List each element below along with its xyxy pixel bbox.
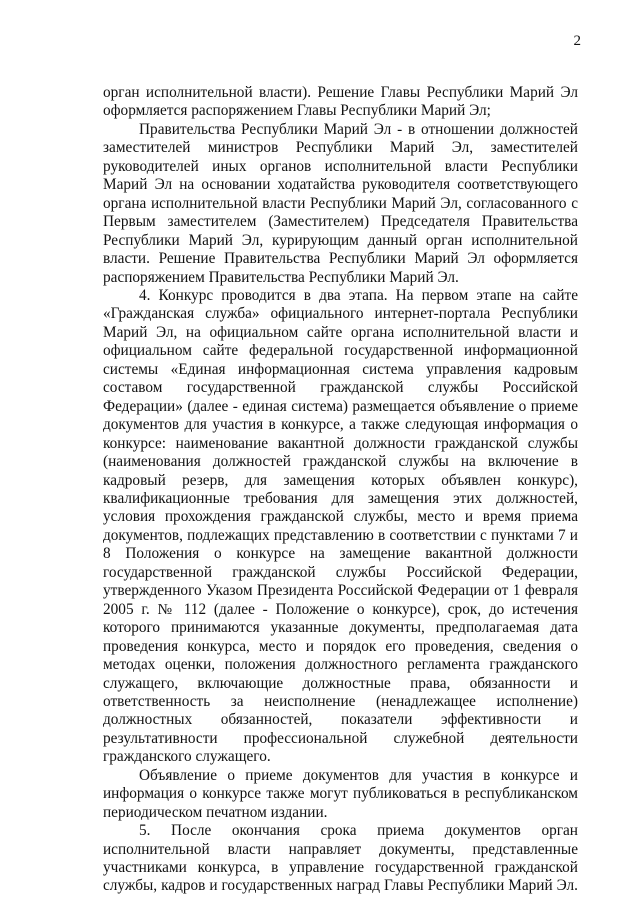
- page-number: 2: [573, 33, 581, 49]
- paragraph-item-5-documents: 5. После окончания срока приема документов орган исполнительной власти направляет документы, представленные участниками конкурса, в управление государственной гражданской службы, кадров и государственных наград Главы Республики Марий Эл.: [103, 822, 578, 895]
- paragraph-announcement-publication: Объявление о приеме документов для участия в конкурсе и информация о конкурсе также могут публиковаться в республиканском периодическом печатном издании.: [103, 766, 578, 821]
- paragraph-government-deputies: Правительства Республики Марий Эл - в отношении должностей заместителей министров Республики Марий Эл, заместителей руководителей иных органов исполнительной власти Республики Марий Эл на основании ходатайства руководителя соответствующего органа исполнительной власти Республики Марий Эл, согласованного с Первым заместителем (Заместителем) Председателя Правительства Республики Марий Эл, курирующим данный орган исполнительной власти. Решение Правительства Республики Марий Эл оформляется распоряжением Правительства Республики Марий Эл.: [103, 120, 578, 286]
- paragraph-item-4-contest-stages: 4. Конкурс проводится в два этапа. На первом этапе на сайте «Гражданская служба» официального интернет-портала Республики Марий Эл, на официальном сайте органа исполнительной власти и официальном сайте федеральной государственной информационной системы «Единая информационная система управления кадровым составом государственной гражданской службы Российской Федерации» (далее - единая система) размещается объявление о приеме документов для участия в конкурсе, а также следующая информация о конкурсе: наименование вакантной должности гражданской службы (наименования должностей гражданской службы на включение в кадровый резерв, для замещения которых объявлен конкурс), квалификационные требования для замещения этих должностей, условия прохождения гражданской службы, место и время приема документов, подлежащих представлению в соответствии с пунктами 7 и 8 Положения о конкурсе на замещение вакантной должности государственной гражданской службы Российской Федерации, утвержденного Указом Президента Российской Федерации от 1 февраля 2005 г. № 112 (далее - Положение о конкурсе), срок, до истечения которого принимаются указанные документы, предполагаемая дата проведения конкурса, место и порядок его проведения, сведения о методах оценки, положения должностного регламента гражданского служащего, включающие должностные права, обязанности и ответственность за неисполнение (ненадлежащее исполнение) должностных обязанностей, показатели эффективности и результативности профессиональной служебной деятельности гражданского служащего.: [103, 286, 578, 766]
- paragraph-decision-head: орган исполнительной власти). Решение Главы Республики Марий Эл оформляется распоряжением Главы Республики Марий Эл;: [103, 84, 578, 120]
- document-body: [103, 84, 578, 896]
